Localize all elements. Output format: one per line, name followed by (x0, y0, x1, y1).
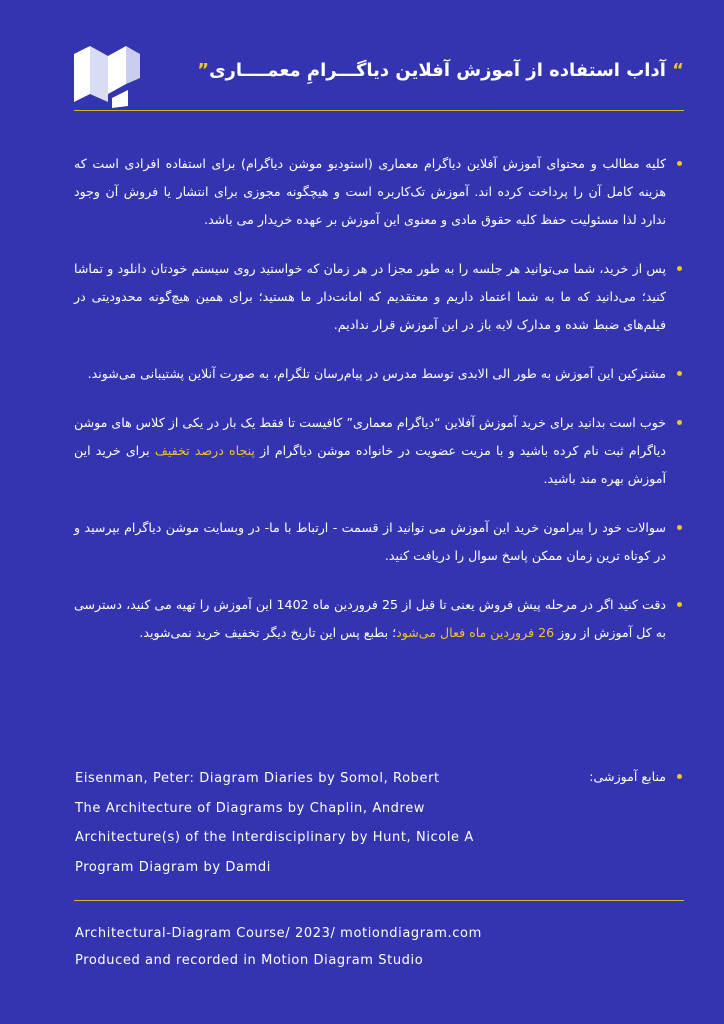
bottom-divider (74, 900, 684, 901)
rules-list (74, 150, 684, 668)
references-list (75, 764, 474, 882)
discount-text-post: برای خرید این آموزش بهره مند باشید. (74, 443, 666, 486)
presale-text-pre: دقت کنید اگر در مرحله پیش فروش یعنی تا قبل از 25 فروردین ماه 1402 این آموزش را تهیه می کنید، دسترسی به کل آموزش از روز (74, 597, 666, 640)
presale-text-post: ؛ بطبع پس این تاریخ دیگر تخفیف خرید نمی‌شوید. (139, 625, 397, 640)
page-title (184, 58, 684, 84)
footer-studio-line: Produced and recorded in Motion Diagram Studio (75, 953, 424, 968)
rule-item-download: پس از خرید، شما می‌توانید هر جلسه را به طور مجزا در هر زمان که خواستید روی سیستم خودتان دانلود و تماشا کنید؛ می‌دانید که ما به شما اعتماد داریم و معتقدیم که امانت‌دار ما هستید؛ برای همین هیچ‌گونه محدودیتی در فیلم‌های ضبط شده و مدارک لایه باز در این آموزش قرار ندادیم. (74, 255, 684, 339)
motion-diagram-logo-icon (72, 44, 142, 108)
rule-item-questions: سوالات خود را پیرامون خرید این آموزش می توانید از قسمت - ارتباط با ما- در وبسایت موشن دیاگرام بپرسید و در کوتاه ترین زمان ممکن پاسخ سوال را دریافت کنید. (74, 514, 684, 570)
rule-item-presale (74, 591, 684, 647)
title-quote-close: ” (197, 60, 210, 81)
rule-item-support: مشترکین این آموزش به طور الی الابدی توسط مدرس در پیام‌رسان تلگرام، به صورت آنلاین پشتیبانی می‌شوند. (74, 360, 684, 388)
top-divider (74, 110, 684, 111)
references-label: منابع آموزشی: (589, 766, 684, 788)
discount-text-pre: خوب است بدانید برای خرید آموزش آفلاین “دیاگرام معماری” کافیست تا فقط یک بار در یکی از کلاس های موشن دیاگرام ثبت نام کرده باشید و با مزیت عضویت در خانواده موشن دیاگرام از (74, 415, 667, 458)
rule-item-discount (74, 409, 684, 493)
reference-item: Eisenman, Peter: Diagram Diaries by Somol, Robert (75, 771, 440, 786)
discount-highlight: پنجاه درصد تخفیف (154, 443, 255, 458)
title-text: آداب استفاده از آموزش آفلاین دیاگـــرامِ معمــــاری (209, 60, 666, 81)
rule-item-license: کلیه مطالب و محتوای آموزش آفلاین دیاگرام معماری (استودیو موشن دیاگرام) برای استفاده افرادی است که هزینه کامل آن را پرداخت کرده اند. آموزش تک‌کاربره است و هیچگونه مجوزی برای انتشار یا فروش آن وجود ندارد لذا مسئولیت حفظ کلیه حقوق مادی و معنوی این آموزش بر عهده خریدار می باشد. (74, 150, 684, 234)
footer-course-line: Architectural-Diagram Course/ 2023/ motiondiagram.com (75, 926, 482, 941)
presale-highlight: 26 فروردین ماه فعال می‌شود (396, 625, 555, 640)
footer (75, 920, 482, 974)
reference-item: Architecture(s) of the Interdisciplinary by Hunt, Nicole A (75, 830, 474, 845)
title-quote-open: “ (672, 60, 684, 81)
reference-item: The Architecture of Diagrams by Chaplin, Andrew (75, 800, 426, 816)
reference-item: Program Diagram by Damdi (75, 859, 271, 875)
